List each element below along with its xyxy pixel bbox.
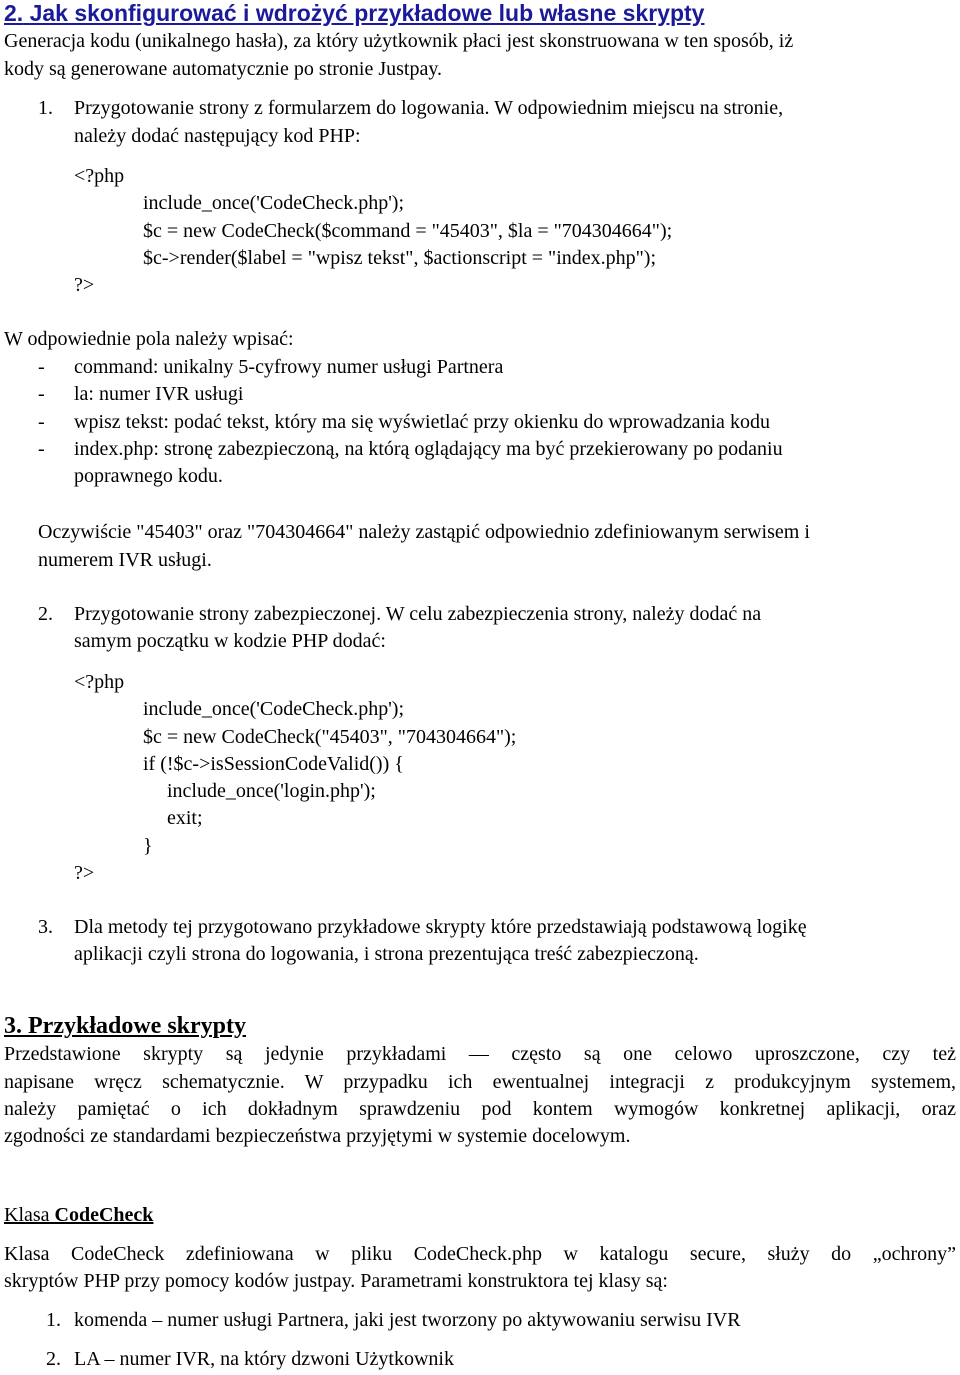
class-desc-line-2: skryptów PHP przy pomocy kodów justpay. Parametrami konstruktora tej klasy są: <box>4 1270 668 1292</box>
section-2-number: 2. <box>4 0 24 26</box>
field-dash: - <box>38 411 45 433</box>
section-3-para-line-2: napisane wręcz schematycznie. W przypadku ich ewentualnej integracji z produkcyjnym systemem, <box>4 1071 956 1093</box>
step-2-line-1: Przygotowanie strony zabezpieczonej. W celu zabezpieczenia strony, należy dodać na <box>74 603 762 625</box>
step-2-number: 2. <box>38 603 53 625</box>
code-1-line: $c = new CodeCheck($command = "45403", $la = "704304664"); <box>143 220 673 242</box>
class-desc-line-1: Klasa CodeCheck zdefiniowana w pliku CodeCheck.php w katalogu secure, służy do „ochrony” <box>4 1243 956 1265</box>
param-number: 1. <box>46 1309 61 1331</box>
field-dash: - <box>38 356 45 378</box>
intro-line-1: Generacja kodu (unikalnego hasła), za który użytkownik płaci jest skonstruowana w ten sposób, iż <box>4 30 794 52</box>
code-2-line: if (!$c->isSessionCodeValid()) { <box>143 753 404 775</box>
section-3-para-line-1: Przedstawione skrypty są jedynie przykładami — często są one celowo uproszczone, czy też <box>4 1043 956 1065</box>
code-1-line: ?> <box>74 274 95 296</box>
step-3-line-1: Dla metody tej przygotowano przykładowe skrypty które przedstawiają podstawową logikę <box>74 916 807 938</box>
code-2-line: <?php <box>74 671 125 693</box>
code-2-line: $c = new CodeCheck("45403", "704304664"); <box>143 726 517 748</box>
section-3-para-line-3: należy pamiętać o ich dokładnym sprawdzeniu pod kontem wymogów konkretnej aplikacji, oraz <box>4 1098 956 1120</box>
code-1-line: <?php <box>74 165 125 187</box>
class-label: Klasa <box>4 1204 50 1226</box>
field-item: command: unikalny 5-cyfrowy numer usługi Partnera <box>74 356 504 378</box>
code-2-line: exit; <box>167 807 203 829</box>
section-3-number: 3. <box>4 1013 22 1039</box>
field-item: index.php: stronę zabezpieczoną, na którą oglądający ma być przekierowany po podaniu <box>74 438 783 460</box>
param-text: LA – numer IVR, na który dzwoni Użytkownik <box>74 1348 454 1370</box>
step-1-line-2: należy dodać następujący kod PHP: <box>74 125 361 147</box>
param-text: komenda – numer usługi Partnera, jaki jest tworzony po aktywowaniu serwisu IVR <box>74 1309 741 1331</box>
section-2-heading <box>4 0 704 26</box>
step-3-line-2: aplikacji czyli strona do logowania, i strona prezentująca treść zabezpieczoną. <box>74 943 699 965</box>
code-1-line: include_once('CodeCheck.php'); <box>143 192 405 214</box>
code-1-line: $c->render($label = "wpisz tekst", $actionscript = "index.php"); <box>143 247 657 269</box>
code-2-line: include_once('CodeCheck.php'); <box>143 698 405 720</box>
field-item-continuation: poprawnego kodu. <box>74 465 223 487</box>
intro-line-2: kody są generowane automatycznie po stronie Justpay. <box>4 58 443 80</box>
code-2-line: ?> <box>74 862 95 884</box>
field-dash: - <box>38 383 45 405</box>
field-item: la: numer IVR usługi <box>74 383 244 405</box>
step-1-line-1: Przygotowanie strony z formularzem do logowania. W odpowiednim miejscu na stronie, <box>74 97 784 119</box>
fields-intro: W odpowiednie pola należy wpisać: <box>4 328 294 350</box>
section-3-heading <box>4 1012 246 1040</box>
class-subheading <box>4 1203 153 1227</box>
code-2-line: include_once('login.php'); <box>167 780 376 802</box>
step-1-number: 1. <box>38 97 53 119</box>
class-name: CodeCheck <box>54 1204 154 1226</box>
field-dash: - <box>38 438 45 460</box>
section-2-title: Jak skonfigurować i wdrożyć przykładowe lub własne skrypty <box>29 0 705 26</box>
note-line-2: numerem IVR usługi. <box>38 549 212 571</box>
step-3-number: 3. <box>38 916 53 938</box>
field-item: wpisz tekst: podać tekst, który ma się wyświetlać przy okienku do wprowadzania kodu <box>74 411 770 433</box>
section-3-title: Przykładowe skrypty <box>28 1013 246 1039</box>
param-number: 2. <box>46 1348 61 1370</box>
code-2-line: } <box>143 835 153 857</box>
step-2-line-2: samym początku w kodzie PHP dodać: <box>74 630 386 652</box>
section-3-para-line-4: zgodności ze standardami bezpieczeństwa przyjętymi w systemie docelowym. <box>4 1125 631 1147</box>
note-line-1: Oczywiście "45403" oraz "704304664" należy zastąpić odpowiednio zdefiniowanym serwisem i <box>38 521 810 543</box>
